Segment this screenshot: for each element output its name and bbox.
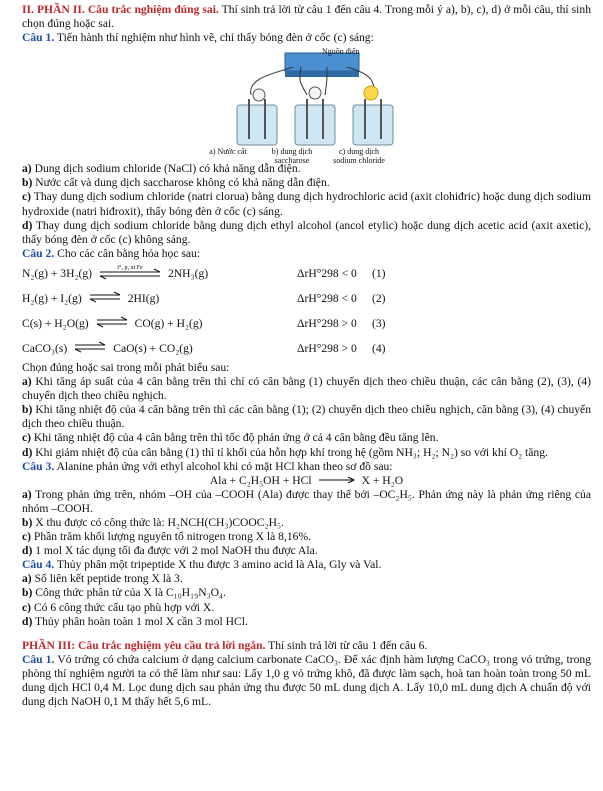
eq2-rhs: 2HI(g) <box>127 291 160 305</box>
q2-item-b <box>22 403 591 431</box>
q3-a-text: Trong phản ứng trên, nhóm –OH của –COOH (Ala) được thay thế bởi –OC₂H₅. Phản ứng này là phản ứng riêng của nhóm –COOH. <box>22 487 591 515</box>
eq4-number: (4) <box>372 341 386 355</box>
eq3-lhs: C(s) + H₂O(g) <box>22 316 89 330</box>
eq2-number: (2) <box>372 291 386 305</box>
q1-a-text: Dung dịch sodium chloride (NaCl) có khả năng dẫn điện. <box>31 162 301 176</box>
part3-q1-label: Câu 1. <box>22 652 55 666</box>
caption-b <box>262 147 322 165</box>
eq1-rhs: 2NH₃(g) <box>168 266 209 280</box>
q3-label: Câu 3. <box>22 459 55 473</box>
q4-d-text: Thủy phân hoàn toàn 1 mol X cần 3 mol HCl. <box>32 614 248 628</box>
eq4-arrow <box>73 341 107 356</box>
question-3 <box>22 460 591 474</box>
eq2-lhs: H₂(g) + I₂(g) <box>22 291 82 305</box>
caption-b-line2: saccharose <box>274 156 310 166</box>
q1-c-label: c) <box>22 190 32 204</box>
q1-a-label: a) <box>22 162 32 176</box>
q1-b-label: b) <box>22 176 33 190</box>
q2-item-c <box>22 431 591 445</box>
equilibrium-4 <box>22 336 591 361</box>
q3-item-b <box>22 516 591 530</box>
part2-title: II. PHẦN II. Câu trắc nghiệm đúng sai. <box>22 3 219 16</box>
q4-a-text: Số liên kết peptide trong X là 3. <box>31 572 183 586</box>
q4-a-label: a) <box>22 572 32 586</box>
q3-c-text: Phần trăm khối lượng nguyên tố nitrogen trong X là 8,16%. <box>31 530 312 544</box>
eq4-lhs: CaCO₃(s) <box>22 341 68 355</box>
eq4-rhs: CaO(s) + CO₂(g) <box>113 341 193 355</box>
conductivity-apparatus-diagram <box>207 47 427 159</box>
eq3-sign: > 0 <box>341 316 357 330</box>
caption-c-line1: c) dung dịch <box>339 147 379 157</box>
q4-label: Câu 4. <box>22 558 55 572</box>
q3-scheme <box>22 474 591 488</box>
q1-item-c <box>22 190 591 218</box>
q2-c-text: Khi tăng nhiệt độ của 4 cân bằng trên thì tốc độ phản ứng ở cả 4 cân bằng đều tăng lên. <box>31 431 439 445</box>
eq1-sign: < 0 <box>341 266 357 280</box>
eq3-arrow <box>95 316 129 331</box>
q3-a-label: a) <box>22 487 32 501</box>
eq2-sign: < 0 <box>341 291 357 305</box>
part2-intro: Thí sinh trả lời từ câu 1 đến câu 4. Trong mỗi ý a), b), c), d) ở mỗi câu, thí sinh chọn đúng hoặc sai. <box>22 3 591 31</box>
q3-b-text: X thu được có công thức là: H₂NCH(CH₃)COOC₂H₅. <box>32 515 284 529</box>
q3-d-text: 1 mol X tác dụng tối đa được với 2 mol NaOH thu được Ala. <box>32 544 318 558</box>
question-1 <box>22 31 591 45</box>
q2-d-label: d) <box>22 445 33 459</box>
q1-text: Tiến hành thí nghiệm như hình vẽ, chỉ thấy bóng đèn ở cốc (c) sáng: <box>54 31 374 45</box>
q2-text: Cho các cân bằng hóa học sau: <box>54 246 201 260</box>
conductivity-figure <box>22 47 591 166</box>
q4-text: Thủy phân một tripeptide X thu được 3 amino acid là Ala, Gly và Val. <box>54 558 382 572</box>
q2-item-d <box>22 446 591 460</box>
q4-c-label: c) <box>22 600 32 614</box>
q1-d-text: Thay dung dịch sodium chloride bằng dung dịch ethyl alcohol (ancol etylic) hoặc dung dịch acetic acid (axit axetic), thấy bóng đèn ở cốc (c) không sáng. <box>22 218 591 246</box>
q2-c-label: c) <box>22 431 32 445</box>
part3-q1-text: Vỏ trứng có chứa calcium ở dạng calcium carbonate CaCO₃. Để xác định hàm lượng CaCO₃ trong vỏ trứng, trong phòng thí nghiệm người ta có thể làm như sau: Lấy 1,0 g vỏ trứng khô, đã được làm sạch, hoà tan hoàn toàn trong 50 mL dung dịch HCl 0,4 M. Lọc dung dịch sau phản ứng thu được 50 mL dung dịch A. Lấy 10,0 mL dung dịch A chuẩn độ với dung dịch NaOH 0,1 M thấy hết 5,6 mL. <box>22 652 591 709</box>
q4-c-text: Có 6 công thức cấu tạo phù hợp với X. <box>31 600 215 614</box>
eq2-dh: ΔrH°298 <box>297 291 339 305</box>
q2-label: Câu 2. <box>22 246 55 260</box>
part3-intro: Thí sinh trả lời từ câu 1 đến câu 6. <box>265 638 428 652</box>
q3-scheme-arrow <box>318 474 356 488</box>
part3-question-1 <box>22 653 591 709</box>
q4-d-label: d) <box>22 614 33 628</box>
question-2 <box>22 247 591 261</box>
q2-a-text: Khi tăng áp suất của 4 cân bằng trên thì chỉ có cân bằng (1) chuyển dịch theo chiều thuận, các cân bằng (2), (3), (4) chuyển dịch theo chiều nghịch. <box>22 375 591 403</box>
eq4-dh: ΔrH°298 <box>297 341 339 355</box>
q3-item-c <box>22 530 591 544</box>
q2-b-label: b) <box>22 403 33 417</box>
q3-d-label: d) <box>22 544 33 558</box>
q1-item-d <box>22 219 591 247</box>
equilibrium-2 <box>22 286 591 311</box>
q2-prompt: Chọn đúng hoặc sai trong mỗi phát biểu sau: <box>22 360 230 374</box>
part2-heading <box>22 3 591 31</box>
q3-scheme-rhs: X + H₂O <box>361 473 404 487</box>
equilibrium-1 <box>22 261 591 286</box>
q1-d-label: d) <box>22 218 33 232</box>
q4-b-text: Công thức phân tử của X là C₁₀H₁₉N₃O₄. <box>32 586 226 600</box>
q3-scheme-lhs: Ala + C₂H₅OH + HCl <box>209 473 312 487</box>
q3-item-a <box>22 488 591 516</box>
q4-item-a <box>22 572 591 586</box>
q2-d-text: Khi giảm nhiệt độ của cân bằng (1) thì tỉ khối của hỗn hợp khí trong hệ (gồm NH₃; H₂; N₂) so với khí O₂ tăng. <box>32 445 548 459</box>
q2-b-text: Khi tăng nhiệt độ của 4 cân bằng trên thì các cân bằng (1); (2) chuyển dịch theo chiều nghịch, cân bằng (3), (4) chuyển dịch theo chiều thuận. <box>22 403 591 431</box>
q2-item-a <box>22 375 591 403</box>
eq1-condition: t°, p, xt Fe <box>117 264 143 271</box>
q3-text: Alanine phản ứng với ethyl alcohol khi có mặt HCl khan theo sơ đồ sau: <box>54 459 393 473</box>
power-source-label: Nguồn điện <box>322 47 360 57</box>
equilibrium-3 <box>22 311 591 336</box>
eq1-arrow <box>98 264 162 283</box>
eq4-sign: > 0 <box>341 341 357 355</box>
eq3-rhs: CO(g) + H₂(g) <box>134 316 203 330</box>
eq2-arrow <box>88 291 122 306</box>
question-4 <box>22 558 591 572</box>
q4-item-b <box>22 586 591 600</box>
eq3-dh: ΔrH°298 <box>297 316 339 330</box>
q3-b-label: b) <box>22 515 33 529</box>
caption-b-line1: b) dung dịch <box>271 147 313 157</box>
q4-item-c <box>22 601 591 615</box>
q1-label: Câu 1. <box>22 31 55 45</box>
part3-heading <box>22 639 591 653</box>
caption-c-line2: sodium chloride <box>333 156 385 166</box>
q3-c-label: c) <box>22 530 32 544</box>
caption-a: a) Nước cất <box>209 147 247 157</box>
q3-item-d <box>22 544 591 558</box>
part3-title: PHẦN III: Câu trắc nghiệm yêu cầu trả lời ngắn. <box>22 638 266 652</box>
caption-c <box>324 147 394 165</box>
q2-a-label: a) <box>22 375 32 389</box>
eq3-number: (3) <box>372 316 386 330</box>
eq1-lhs: N₂(g) + 3H₂(g) <box>22 266 92 280</box>
q1-b-text: Nước cất và dung dịch saccharose không có khả năng dẫn điện. <box>32 176 330 190</box>
eq1-dh: ΔrH°298 <box>297 266 339 280</box>
q4-item-d <box>22 615 591 629</box>
eq1-number: (1) <box>372 266 386 280</box>
q4-b-label: b) <box>22 586 33 600</box>
q1-item-b <box>22 176 591 190</box>
q1-c-text: Thay dung dịch sodium chloride (natri clorua) bằng dung dịch hydrochloric acid (axit clohiđric) hoặc dung dịch sodium hydroxide (natri hiđroxit), thấy bóng đèn ở cốc (c) sáng. <box>22 190 591 218</box>
